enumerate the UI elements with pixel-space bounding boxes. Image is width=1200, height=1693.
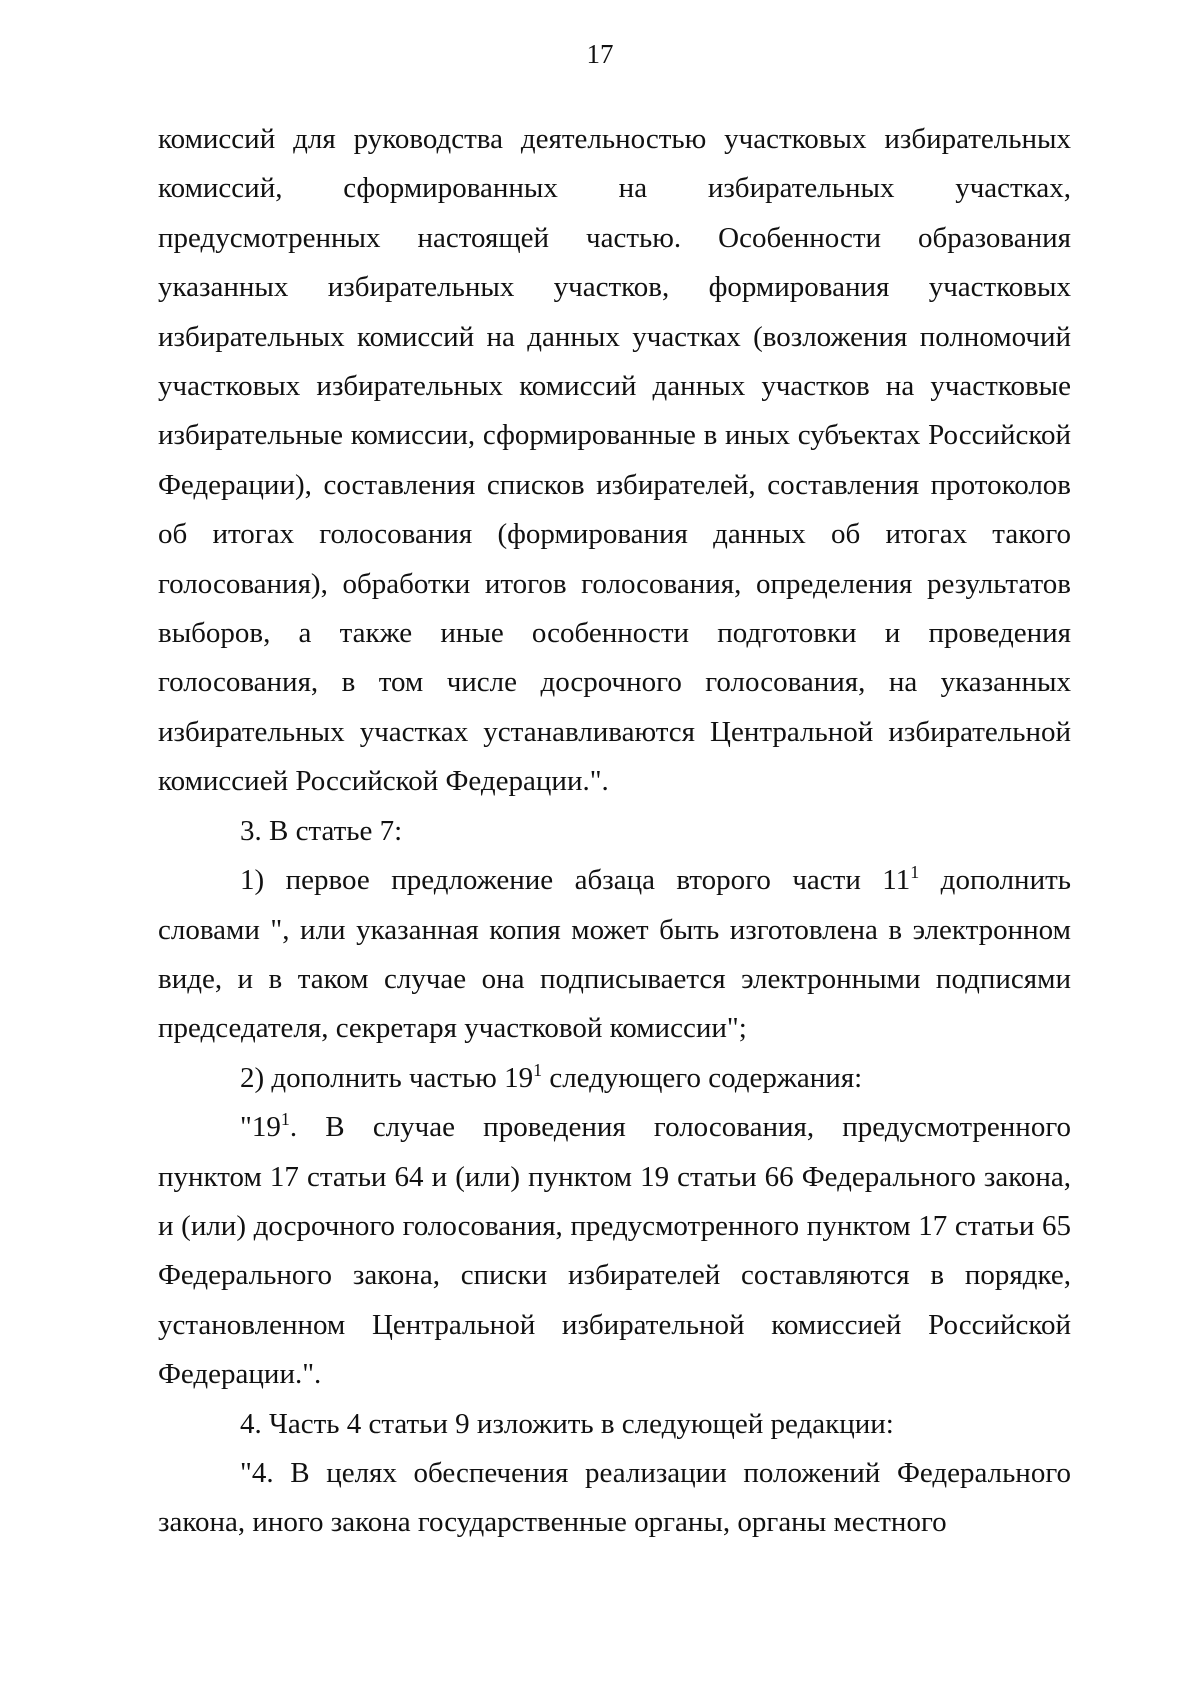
paragraph-text: дополнить словами ", или указанная копия может быть изготовлена в электронном виде, и в таком случае она подписывается электронными подписями председателя, секретаря участковой комиссии"; bbox=[158, 864, 1071, 1045]
superscript-index: 1 bbox=[910, 862, 920, 883]
paragraph-p1 bbox=[158, 115, 1071, 807]
paragraph-text: 1) первое предложение абзаца второго части 11 bbox=[240, 864, 911, 897]
paragraph-text: 4. Часть 4 статьи 9 изложить в следующей редакции: bbox=[240, 1407, 894, 1440]
paragraph-p2 bbox=[158, 807, 1071, 856]
paragraph-text: 2) дополнить частью 19 bbox=[240, 1061, 534, 1094]
paragraph-p7 bbox=[158, 1449, 1071, 1548]
paragraph-text: . В случае проведения голосования, предусмотренного пунктом 17 статьи 64 и (или) пунктом 19 статьи 66 Федерального закона, и (или) досрочного голосования, предусмотренного пунктом 17 статьи 65 Федерального закона, списки избирателей составляются в порядке, установленном Центральной избирательной комиссией Российской Федерации.". bbox=[158, 1111, 1071, 1391]
paragraph-p5 bbox=[158, 1103, 1071, 1399]
paragraph-text: 3. В статье 7: bbox=[240, 814, 403, 847]
paragraph-p3 bbox=[158, 856, 1071, 1054]
superscript-index: 1 bbox=[280, 1109, 290, 1130]
document-body bbox=[158, 115, 1071, 1548]
paragraph-text: "19 bbox=[240, 1111, 281, 1144]
page-number: 17 bbox=[586, 39, 614, 69]
paragraph-text: следующего содержания: bbox=[542, 1061, 863, 1094]
paragraph-text: "4. В целях обеспечения реализации положений Федерального закона, иного закона государственные органы, органы местного bbox=[158, 1456, 1071, 1539]
superscript-index: 1 bbox=[533, 1059, 543, 1080]
paragraph-text: комиссий для руководства деятельностью участковых избирательных комиссий, сформированных на избирательных участках, предусмотренных настоящей частью. Особенности образования указанных избирательных участков, формирования участковых избирательных комиссий на данных участках (возложения полномочий участковых избирательных комиссий данных участков на участковые избирательные комиссии, сформированные в иных субъектах Российской Федерации), составления списков избирателей, составления протоколов об итогах голосования (формирования данных об итогах такого голосования), обработки итогов голосования, определения результатов выборов, а также иные особенности подготовки и проведения голосования, в том числе досрочного голосования, на указанных избирательных участках устанавливаются Центральной избирательной комиссией Российской Федерации.". bbox=[158, 123, 1071, 798]
paragraph-p6 bbox=[158, 1400, 1071, 1449]
paragraph-p4 bbox=[158, 1054, 1071, 1103]
